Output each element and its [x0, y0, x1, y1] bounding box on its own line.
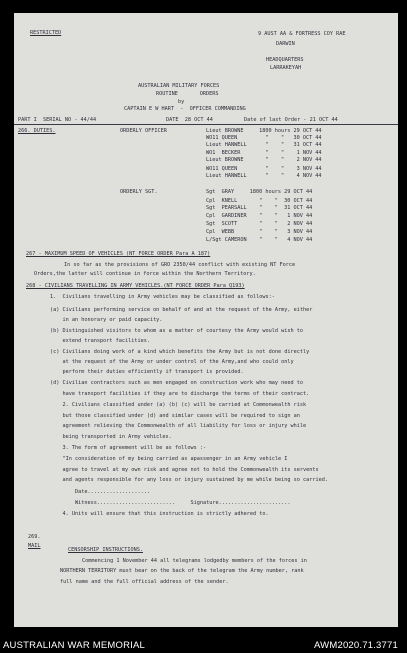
footer-accession: AWM2020.71.3771 [314, 640, 398, 651]
title-line-4: CAPTAIN E W HART - OFFICER COMMANDING [124, 106, 246, 112]
title-line-1: AUSTRALIAN MILITARY FORCES [138, 83, 220, 89]
duties-heading: 266. DUTIES. [18, 128, 56, 134]
officer-roster-1: WO11 QUEEN " " 30 OCT 44 [206, 135, 322, 141]
officer-roster-6: Lieut HANWELL " " 4 NOV 44 [206, 173, 322, 179]
sgt-roster-1: Cpl KNELL " " 30 OCT 44 [206, 198, 313, 204]
sgt-roster-0: Sgt GRAY 1800 hours 29 OCT 44 [206, 189, 313, 195]
s268-line-10: have transport facilities if they are to discharge the terms of their contract. [50, 391, 310, 397]
s268-line-1: 1. Civilians travelling in Army vehicles may be classified as follows:- [50, 294, 275, 300]
sgt-roster-4: Sgt SCOTT " " 2 NOV 44 [206, 221, 313, 227]
s268-line-19: Date.................... [50, 489, 150, 495]
sgt-roster-3: Cpl GARDINER " " 1 NOV 44 [206, 213, 313, 219]
s268-line-9: (d) Civilian contractors such as men engaged on construction work who may need to [50, 380, 303, 386]
orderly-officer-heading: ORDERLY OFFICER [120, 128, 167, 134]
s268-line-16: "In consideration of my being carried as apassenger in an Army vehicle I [50, 456, 288, 462]
s269-mail: MAIL [28, 543, 41, 549]
part-serial: PART I SERIAL NO - 44/44 [18, 117, 97, 123]
s269-line-2: NORTHERN TERRITORY must bear on the back of the telegram the Army number, rank [60, 568, 304, 574]
sgt-roster-2: Sgt PEARSALL " " 31 OCT 44 [206, 205, 313, 211]
document-page [14, 13, 398, 627]
s268-line-12: but those classified under (d) and similar cases will be required to sign an [50, 413, 300, 419]
unit-name: 9 AUST AA & FORTRESS COY RAE [258, 31, 346, 37]
hq-label: HEADQUARTERS [266, 57, 304, 63]
order-date: DATE 28 OCT 44 [166, 117, 213, 123]
last-order-date: Date of last Order - 21 OCT 44 [244, 117, 338, 123]
sgt-roster-5: Cpl WEBB " " 3 NOV 44 [206, 229, 313, 235]
footer-archive: AUSTRALIAN WAR MEMORIAL [3, 640, 146, 651]
s268-line-11: 2. Civilians classified under (a) (b) (c) will be carried at Commonwealth risk [50, 402, 307, 408]
hq-place: LARRAKEYAH [270, 65, 302, 71]
s268-line-6: (c) Civilians doing work of a kind which benefits the Army but is not done directly [50, 349, 310, 355]
s269-line-3: full name and the full official address of the sender. [60, 579, 229, 585]
officer-roster-5: WO11 QUEEN " " 3 NOV 44 [206, 166, 322, 172]
s268-line-3: in an honorary or paid capacity. [50, 317, 163, 323]
s269-number: 269. [28, 534, 41, 540]
s267-line-2: Orders,the latter will continue in force within the Northern Territory. [34, 271, 256, 277]
s267-line-1: In so far as the provisions of GRO 2350/44 conflict with existing NT Force [64, 262, 296, 268]
officer-roster-4: Lieut BROWNE " " 2 NOV 44 [206, 157, 322, 163]
title-line-2: ROUTINE ORDERS [156, 91, 219, 97]
orderly-sgt-heading: ORDERLY SGT. [120, 189, 158, 195]
s268-line-2: (a) Civilians performing service on behalf of and at the request of the Army, either [50, 307, 313, 313]
unit-location: DARWIN [276, 41, 295, 47]
s268-heading: 268 - CIVILIANS TRAVELLING IN ARMY VEHICLES.(NT FORCE ORDER Para Q193) [26, 283, 245, 289]
s268-line-13: agreement relieving the Commonwealth of all liability for loss or injury while [50, 423, 307, 429]
s268-line-7: at the request of the Army or under control of the Army,and who could only [50, 359, 294, 365]
title-line-3: by [178, 99, 185, 105]
s268-line-4: (b) Distinguished visitors to whom as a matter of courtesy the Army would wish to [50, 328, 303, 334]
s268-line-17: agree to travel at my own risk and agree not to hold the Commonwealth its servents [50, 467, 319, 473]
s268-line-20: Witness......................... Signature....................... [50, 500, 291, 506]
officer-roster-0: Lieut BROWNE 1800 hours 29 OCT 44 [206, 128, 322, 134]
divider [14, 124, 398, 125]
s269-heading: CENSORSHIP INSTRUCTIONS. [68, 547, 143, 553]
s269-line-1: Commencing 1 November 44 all telegrams lodgedby members of the forces in [82, 558, 307, 564]
s268-line-14: being transported in Army vehicles. [50, 434, 172, 440]
s268-line-21: 4. Units will ensure that this instruction is strictly adhered to. [50, 511, 269, 517]
restricted-label: RESTRICTED [30, 30, 62, 36]
sgt-roster-6: L/Sgt CAMERON " " 4 NOV 44 [206, 237, 313, 243]
s268-line-8: perform their duties efficiently if transport is provided. [50, 369, 244, 375]
officer-roster-3: WO1 BECKER " " 1 NOV 44 [206, 150, 322, 156]
s268-line-18: and agents responsible for any loss or injury sustained by me while being so carried. [50, 477, 328, 483]
s268-line-5: extend transport facilities. [50, 338, 150, 344]
s267-heading: 267 - MAXIMUM SPEED OF VEHICLES (NT FORCE ORDER Para A 187) [26, 251, 211, 257]
officer-roster-2: Lieut HANWELL " " 31 OCT 44 [206, 142, 322, 148]
s268-line-15: 3. The form of agreement will be as follows :- [50, 445, 207, 451]
